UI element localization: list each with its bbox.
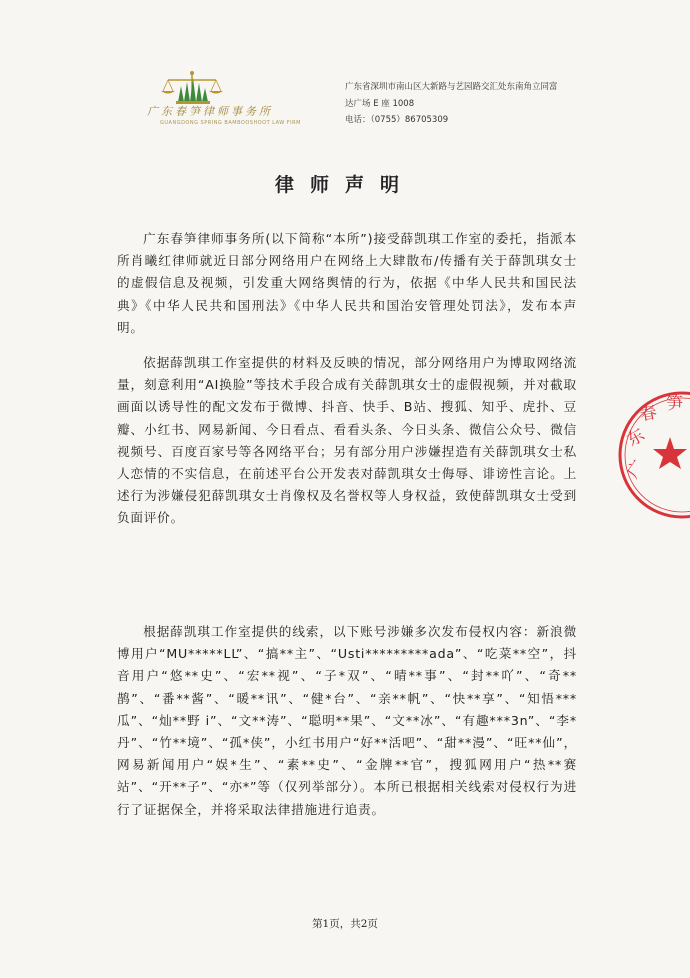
firm-name-english: GUANGDONG SPRING BAMBOOSHOOT LAW FIRM — [160, 120, 301, 126]
svg-text:广: 广 — [623, 456, 650, 483]
paragraph-accounts-text: 根据薛凯琪工作室提供的线索，以下账号涉嫌多次发布侵权内容：新浪微博用户“MU*****LL”、“搞**主”、“Usti*********ada”、“吃菜**空”，抖音用户“悠**史”、“宏**视”、“子*双”、“晴**事”、“封**吖”、“奇**鹊”、“番**酱”、“暖**讯”、“健*台”、“亲**帆”、“快**享”、“知悟***瓜”、“灿**野 i”、“文**涛”、“聪明**果”、“文**冰”、“有趣***3n”、“李*丹”、“竹**境”、“孤*侠”，小红书用户“好**活吧”、“甜**漫”、“旺**仙”，网易新闻用户“娱*生”、“素**史”、“金牌**官”，搜狐网用户“热**赛站”、“开**子”、“亦*”等（仅列举部分）。本所已根据相关线索对侵权行为进行了证据保全，并将采取法律措施进行追责。 — [117, 624, 577, 817]
svg-text:春: 春 — [638, 402, 659, 426]
paragraph-intro — [117, 228, 577, 339]
page-number: 第1页，共2页 — [312, 918, 378, 930]
official-seal-stamp — [612, 385, 690, 525]
paragraph-facts — [117, 352, 577, 530]
paragraph-facts-text: 依据薛凯琪工作室提供的材料及反映的情况，部分网络用户为博取网络流量，刻意利用“AI换脸”等技术手段合成有关薛凯琪女士的虚假视频，并对截取画面以诱导性的配文发布于微博、抖音、快手、B站、搜狐、知乎、虎扑、豆瓣、小红书、网易新闻、今日看点、看看头条、今日头条、微信公众号、微信视频号、百度百家号等各网络平台；另有部分用户涉嫌捏造有关薛凯琪女士私人恋情的不实信息，在前述平台公开发表对薛凯琪女士侮辱、诽谤性言论。上述行为涉嫌侵犯薛凯琪女士肖像权及名誉权等人身权益，致使薛凯琪女士受到负面评价。 — [117, 355, 577, 526]
address-line-1: 广东省深圳市南山区大新路与艺园路交汇处东南角立同富 — [345, 82, 558, 92]
page-title: 律师声明 — [274, 174, 415, 196]
paragraph-intro-text: 广东春笋律师事务所(以下简称“本所”)接受薛凯琪工作室的委托，指派本所肖曦红律师就近日部分网络用户在网络上大肆散布/传播有关于薛凯琪女士的虚假信息及视频，引发重大网络舆情的行为，依据《中华人民共和国民法典》《中华人民共和国刑法》《中华人民共和国治安管理处罚法》，发布本声明。 — [117, 231, 577, 335]
phone-number: 电话：（0755）86705309 — [345, 115, 449, 125]
address-line-2: 达广场 E 座 1008 — [345, 99, 415, 109]
svg-text:笋: 笋 — [666, 394, 683, 414]
paragraph-accounts — [117, 621, 577, 821]
firm-name: 广东春笋律师事务所 — [147, 105, 273, 118]
svg-text:东: 东 — [623, 424, 649, 451]
